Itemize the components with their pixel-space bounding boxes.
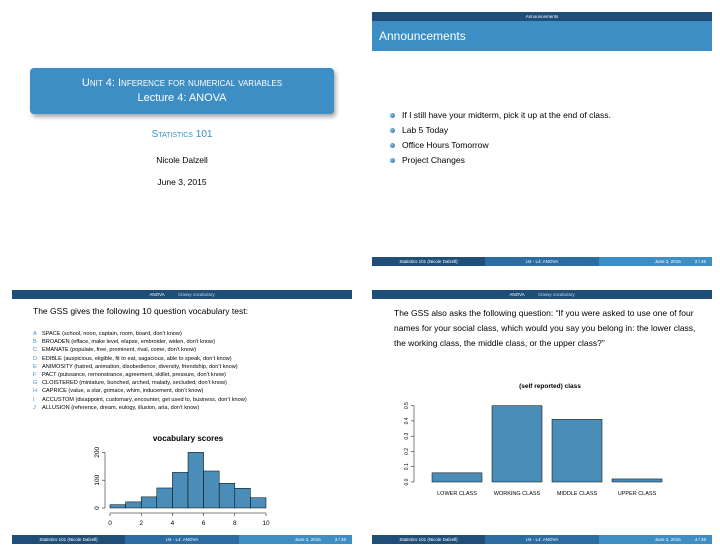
page-number: 2 / 46	[694, 259, 706, 264]
item-text: EDIBLE (auspicious, eligible, fit to eat, sagacious, able to speak, don’t know)	[42, 355, 232, 362]
header-section: Announcements	[525, 14, 559, 19]
x-category-label: MIDDLE CLASS	[556, 491, 598, 497]
item-text: BROADEN (efface, make level, elapse, embroider, widen, don’t know)	[42, 339, 216, 346]
announcement-list	[388, 108, 611, 168]
footer-date: June 3, 2015	[654, 259, 681, 264]
announcements-slide	[372, 12, 712, 266]
list-item	[33, 355, 247, 363]
footer-date-page	[599, 535, 712, 544]
list-item	[33, 387, 247, 395]
page-number: 4 / 46	[694, 537, 706, 542]
header-section: ANOVA	[149, 292, 165, 297]
x-category-label: LOWER CLASS	[437, 491, 477, 497]
x-tick-label: 8	[232, 520, 237, 527]
item-letter: I	[33, 396, 35, 403]
social-class-slide	[372, 290, 712, 544]
list-item	[33, 396, 247, 404]
item-letter: H	[33, 388, 38, 395]
histogram-bar	[141, 497, 157, 508]
header-section: ANOVA	[509, 292, 525, 297]
header-subsection: Classy vocabulary	[538, 292, 575, 297]
vocabulary-list	[33, 330, 247, 412]
list-item	[33, 363, 247, 371]
header-subsection: Classy vocabulary	[178, 292, 215, 297]
footer-title: U4 - L4: ANOVA	[125, 535, 239, 544]
x-category-label: WORKING CLASS	[493, 491, 541, 497]
footer-author: Statistics 101 (Nicole Dalzell)	[372, 535, 485, 544]
slide-footer	[372, 535, 712, 544]
class-bar	[432, 473, 482, 482]
list-item	[33, 330, 247, 338]
footer-date: June 3, 2015	[294, 537, 321, 542]
list-item	[33, 338, 247, 346]
y-tick-label: 0.2	[404, 447, 410, 455]
histogram-bar	[172, 472, 188, 508]
unit-title: Unit 4: Inference for numerical variables	[81, 77, 283, 89]
item-letter: C	[33, 347, 38, 354]
title-slide	[12, 12, 352, 266]
slide-header	[12, 290, 352, 299]
frame-title: Announcements	[372, 21, 712, 51]
x-tick-label: 0	[108, 520, 112, 527]
lead-text: The GSS gives the following 10 question vocabulary test:	[33, 306, 248, 316]
item-letter: E	[33, 363, 37, 370]
x-tick-label: 2	[139, 520, 144, 527]
footer-date-page	[599, 257, 712, 266]
item-text: CAPRICE (value, a star, grimace, whim, inducement, don’t know)	[42, 388, 204, 395]
item-text: PACT (puissance, remonstrance, agreement, skillet, pressure, don’t know)	[42, 371, 226, 378]
histogram-bar	[235, 488, 251, 508]
item-letter: B	[33, 339, 37, 346]
item-letter: J	[33, 404, 36, 411]
item-text: CLOISTERED (miniature, bunched, arched, malady, secluded, don’t know)	[42, 380, 227, 387]
class-bar	[612, 479, 662, 482]
item-text: ALLUSION (reference, dream, eulogy, illusion, aria, don’t know)	[42, 404, 200, 411]
chart-title: vocabulary scores	[152, 434, 224, 443]
lecture-title: Lecture 4: ANOVA	[137, 92, 227, 104]
footer-author: Statistics 101 (Nicole Dalzell)	[372, 257, 485, 266]
footer-title: U4 - L4: ANOVA	[485, 535, 599, 544]
list-item: Lab 5 Today	[388, 123, 611, 138]
list-item: Office Hours Tomorrow	[388, 138, 611, 153]
x-category-label: UPPER CLASS	[617, 491, 657, 497]
y-tick-label: 200	[94, 446, 101, 458]
item-text: ACCUSTOM (disappoint, customary, encounter, get used to, business, don’t know)	[42, 396, 247, 403]
chart-title: (self reported) class	[519, 383, 581, 390]
title-box	[30, 68, 334, 114]
vocabulary-slide	[12, 290, 352, 544]
list-item: If I still have your midterm, pick it up at the end of class.	[388, 108, 611, 123]
histogram-bar	[110, 505, 126, 508]
footer-author: Statistics 101 (Nicole Dalzell)	[12, 535, 125, 544]
y-tick-label: 0	[94, 506, 101, 510]
x-tick-label: 10	[262, 520, 270, 527]
class-bar	[552, 419, 602, 482]
item-letter: D	[33, 355, 38, 362]
question-text: The GSS also asks the following question: “If you were asked to use one of four names for your social class, which would you say you belong in: the lower class, the working class, the middle class, or the upper class?”	[394, 308, 696, 348]
page-number: 3 / 46	[334, 537, 346, 542]
slide-footer	[12, 535, 352, 544]
x-tick-label: 4	[170, 520, 175, 527]
class-bar	[492, 406, 542, 482]
x-tick-label: 6	[201, 520, 206, 527]
item-letter: F	[33, 371, 37, 378]
lecture-date: June 3, 2015	[157, 177, 207, 187]
list-item	[33, 379, 247, 387]
slide-header	[372, 12, 712, 21]
histogram-bar	[188, 452, 204, 508]
slide-header	[372, 290, 712, 299]
y-tick-label: 0.3	[404, 432, 410, 440]
y-tick-label: 100	[94, 474, 101, 486]
histogram-bar	[250, 498, 266, 508]
y-tick-label: 0.5	[404, 402, 410, 410]
list-item	[33, 371, 247, 379]
histogram-bar	[204, 471, 220, 508]
slide-footer	[372, 257, 712, 266]
footer-title: U4 - L4: ANOVA	[485, 257, 599, 266]
histogram-bar	[126, 502, 142, 508]
item-text: SPACE (school, noon, captain, room, board, don’t know)	[42, 331, 182, 337]
vocabulary-histogram	[12, 426, 352, 536]
item-letter: A	[33, 331, 37, 337]
list-item	[33, 346, 247, 354]
course-name: Statistics 101	[151, 129, 213, 140]
footer-date-page	[239, 535, 352, 544]
list-item	[33, 404, 247, 412]
author-name: Nicole Dalzell	[156, 155, 208, 165]
item-text: EMANATE (populate, free, prominent, rival, come, don’t know)	[42, 347, 197, 354]
y-tick-label: 0.4	[404, 417, 410, 425]
item-text: ANIMOSITY (hatred, animation, disobedience, diversity, friendship, don’t know)	[42, 363, 238, 370]
item-letter: G	[33, 380, 38, 387]
y-tick-label: 0.0	[404, 478, 410, 486]
y-tick-label: 0.1	[404, 463, 410, 471]
histogram-bar	[219, 483, 235, 508]
histogram-bar	[157, 488, 173, 508]
list-item: Project Changes	[388, 153, 611, 168]
class-bar-chart	[372, 374, 712, 504]
footer-date: June 3, 2015	[654, 537, 681, 542]
